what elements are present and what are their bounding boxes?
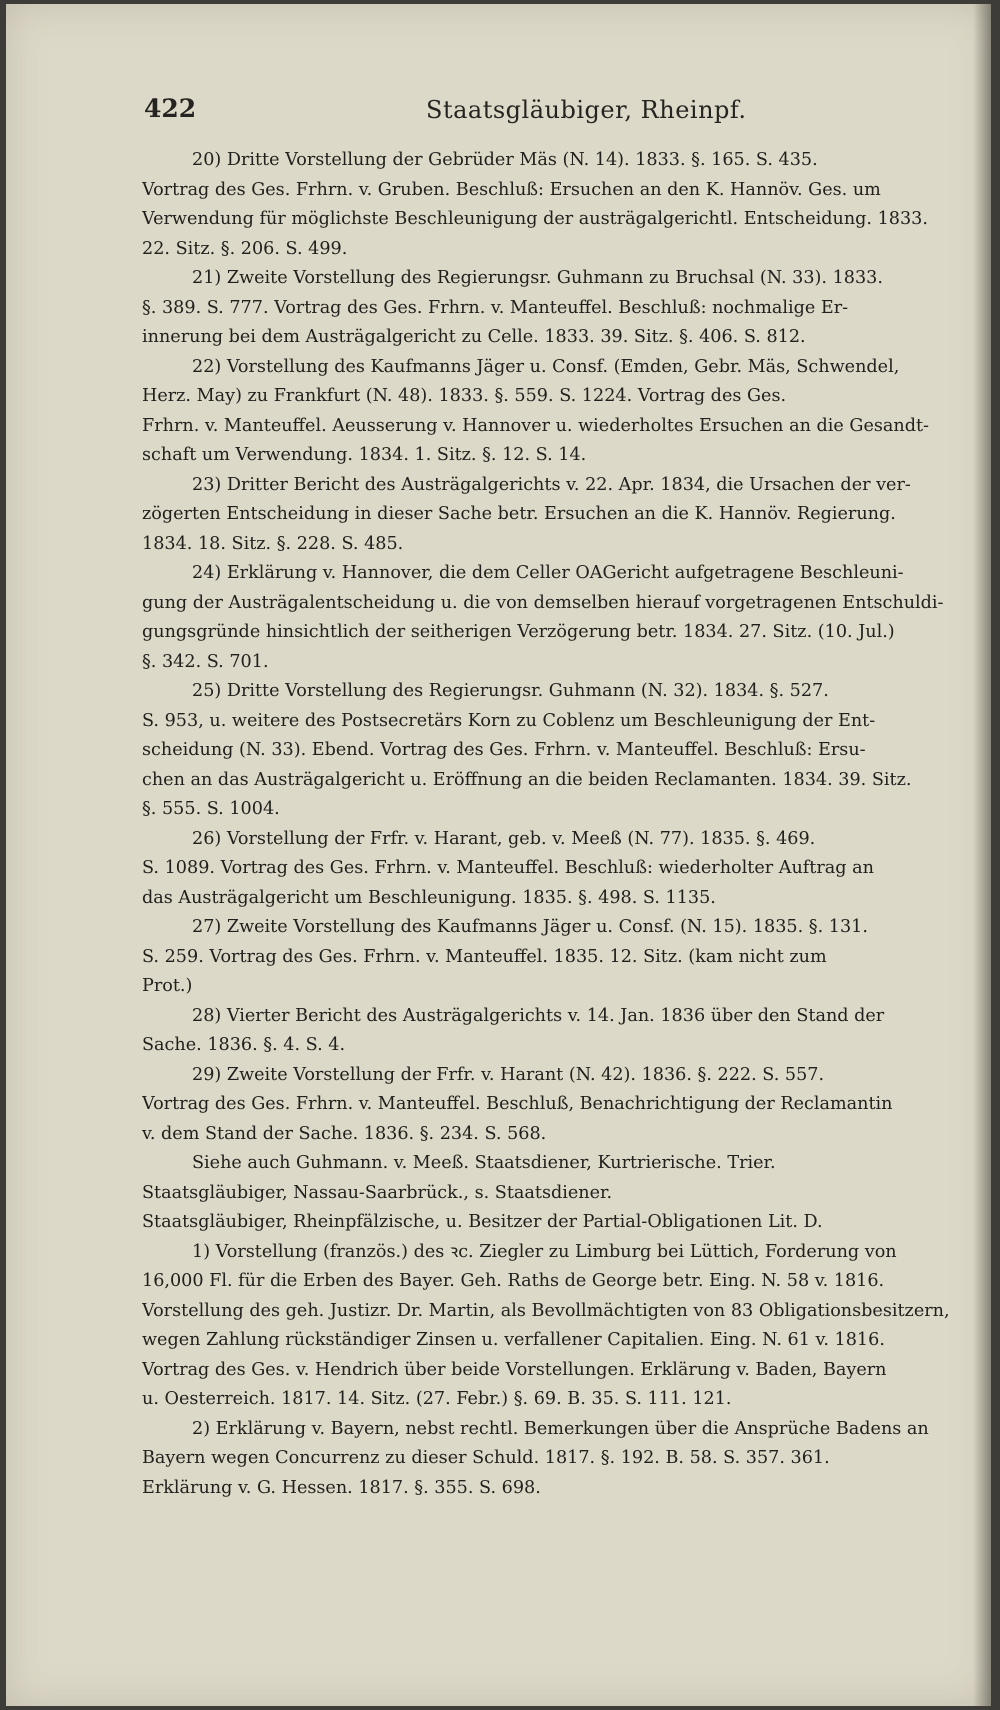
text-line: v. dem Stand der Sache. 1836. §. 234. S. 568. [142, 1123, 547, 1144]
page-edge-shadow [973, 4, 991, 1706]
text-line: 16,000 Fl. für die Erben des Bayer. Geh. Raths de George betr. Eing. N. 58 v. 1816. [142, 1271, 885, 1291]
text-line: Vortrag des Ges. Frhrn. v. Gruben. Beschluß: Ersuchen an den K. Hannöv. Ges. um [142, 179, 881, 200]
page-number: 422 [144, 94, 197, 123]
text-line: u. Oesterreich. 1817. 14. Sitz. (27. Febr.) §. 69. B. 35. S. 111. 121. [142, 1389, 732, 1409]
text-line: 25) Dritte Vorstellung des Regierungsr. Guhmann (N. 32). 1834. §. 527. [192, 681, 829, 701]
text-line: schaft um Verwendung. 1834. 1. Sitz. §. 12. S. 14. [142, 445, 587, 465]
text-line: Frhrn. v. Manteuffel. Aeusserung v. Hannover u. wiederholtes Ersuchen an die Gesandt- [142, 415, 929, 436]
text-line: 22. Sitz. §. 206. S. 499. [142, 238, 348, 259]
text-line: Herz. May) zu Frankfurt (N. 48). 1833. §. 559. S. 1224. Vortrag des Ges. [142, 386, 787, 406]
text-line: Bayern wegen Concurrenz zu dieser Schuld. 1817. §. 192. B. 58. S. 357. 361. [142, 1448, 830, 1468]
text-line: 20) Dritte Vorstellung der Gebrüder Mäs (N. 14). 1833. §. 165. S. 435. [192, 150, 818, 170]
text-line: S. 1089. Vortrag des Ges. Frhrn. v. Manteuffel. Beschluß: wiederholter Auftrag an [142, 858, 874, 878]
text-line: 21) Zweite Vorstellung des Regierungsr. Guhmann zu Bruchsal (N. 33). 1833. [192, 268, 883, 288]
text-line: 24) Erklärung v. Hannover, die dem Celler OAGericht aufgetragene Beschleuni- [192, 563, 904, 583]
book-page [6, 4, 991, 1706]
text-line: Verwendung für möglichste Beschleunigung der austrägalgerichtl. Entscheidung. 1833. [142, 209, 928, 229]
text-line: §. 342. S. 701. [142, 651, 269, 672]
text-line: §. 555. S. 1004. [142, 799, 280, 819]
text-line: §. 389. S. 777. Vortrag des Ges. Frhrn. v. Manteuffel. Beschluß: nochmalige Er- [142, 297, 849, 318]
text-line: 2) Erklärung v. Bayern, nebst rechtl. Bemerkungen über die Ansprüche Badens an [192, 1418, 929, 1439]
text-line: scheidung (N. 33). Ebend. Vortrag des Ges. Frhrn. v. Manteuffel. Beschluß: Ersu- [142, 740, 866, 760]
text-line: gungsgründe hinsichtlich der seitherigen Verzögerung betr. 1834. 27. Sitz. (10. Jul.) [142, 622, 895, 642]
text-line: 28) Vierter Bericht des Austrägalgerichts v. 14. Jan. 1836 über den Stand der [192, 1005, 885, 1026]
text-line: wegen Zahlung rückständiger Zinsen u. verfallener Capitalien. Eing. N. 61 v. 1816. [142, 1330, 885, 1350]
text-line: 27) Zweite Vorstellung des Kaufmanns Jäger u. Consf. (N. 15). 1835. §. 131. [192, 917, 868, 937]
page-header [136, 94, 961, 134]
text-line: Staatsgläubiger, Rheinpfälzische, u. Besitzer der Partial-Obligationen Lit. D. [142, 1212, 823, 1232]
text-line: S. 259. Vortrag des Ges. Frhrn. v. Manteuffel. 1835. 12. Sitz. (kam nicht zum [142, 946, 827, 967]
text-line: innerung bei dem Austrägalgericht zu Celle. 1833. 39. Sitz. §. 406. S. 812. [142, 327, 806, 347]
text-line: 1834. 18. Sitz. §. 228. S. 485. [142, 533, 404, 554]
text-line: 1) Vorstellung (französ.) des ꝛc. Ziegler zu Limburg bei Lüttich, Forderung von [192, 1241, 897, 1262]
index-entries [142, 146, 991, 1503]
text-line: chen an das Austrägalgericht u. Eröffnung an die beiden Reclamanten. 1834. 39. Sitz. [142, 769, 912, 790]
text-line: Prot.) [142, 976, 193, 996]
text-line: Vortrag des Ges. Frhrn. v. Manteuffel. Beschluß, Benachrichtigung der Reclamantin [142, 1094, 893, 1114]
text-line: Erklärung v. G. Hessen. 1817. §. 355. S. 698. [142, 1477, 541, 1498]
text-line: 23) Dritter Bericht des Austrägalgerichts v. 22. Apr. 1834, die Ursachen der ver- [192, 474, 911, 495]
text-line: 29) Zweite Vorstellung der Frfr. v. Harant (N. 42). 1836. §. 222. S. 557. [192, 1064, 825, 1085]
text-line: 22) Vorstellung des Kaufmanns Jäger u. Consf. (Emden, Gebr. Mäs, Schwendel, [192, 356, 900, 377]
text-line: S. 953, u. weitere des Postsecretärs Korn zu Coblenz um Beschleunigung der Ent- [142, 710, 876, 731]
running-head: Staatsgläubiger, Rheinpf. [426, 96, 747, 124]
text-line: Sache. 1836. §. 4. S. 4. [142, 1035, 346, 1055]
text-line: Staatsgläubiger, Nassau-Saarbrück., s. Staatsdiener. [142, 1182, 613, 1203]
text-line: Siehe auch Guhmann. v. Meeß. Staatsdiener, Kurtrierische. Trier. [192, 1153, 776, 1173]
text-line: das Austrägalgericht um Beschleunigung. 1835. §. 498. S. 1135. [142, 887, 716, 908]
text-line: 26) Vorstellung der Frfr. v. Harant, geb. v. Meeß (N. 77). 1835. §. 469. [192, 828, 816, 849]
text-line: gung der Austrägalentscheidung u. die von demselben hierauf vorgetragenen Entschuldi- [142, 592, 944, 613]
text-line: Vorstellung des geh. Justizr. Dr. Martin, als Bevollmächtigten von 83 Obligationsbesitzern, [142, 1300, 950, 1321]
text-line: zögerten Entscheidung in dieser Sache betr. Ersuchen an die K. Hannöv. Regierung. [142, 504, 896, 524]
text-line: Vortrag des Ges. v. Hendrich über beide Vorstellungen. Erklärung v. Baden, Bayern [142, 1359, 887, 1380]
